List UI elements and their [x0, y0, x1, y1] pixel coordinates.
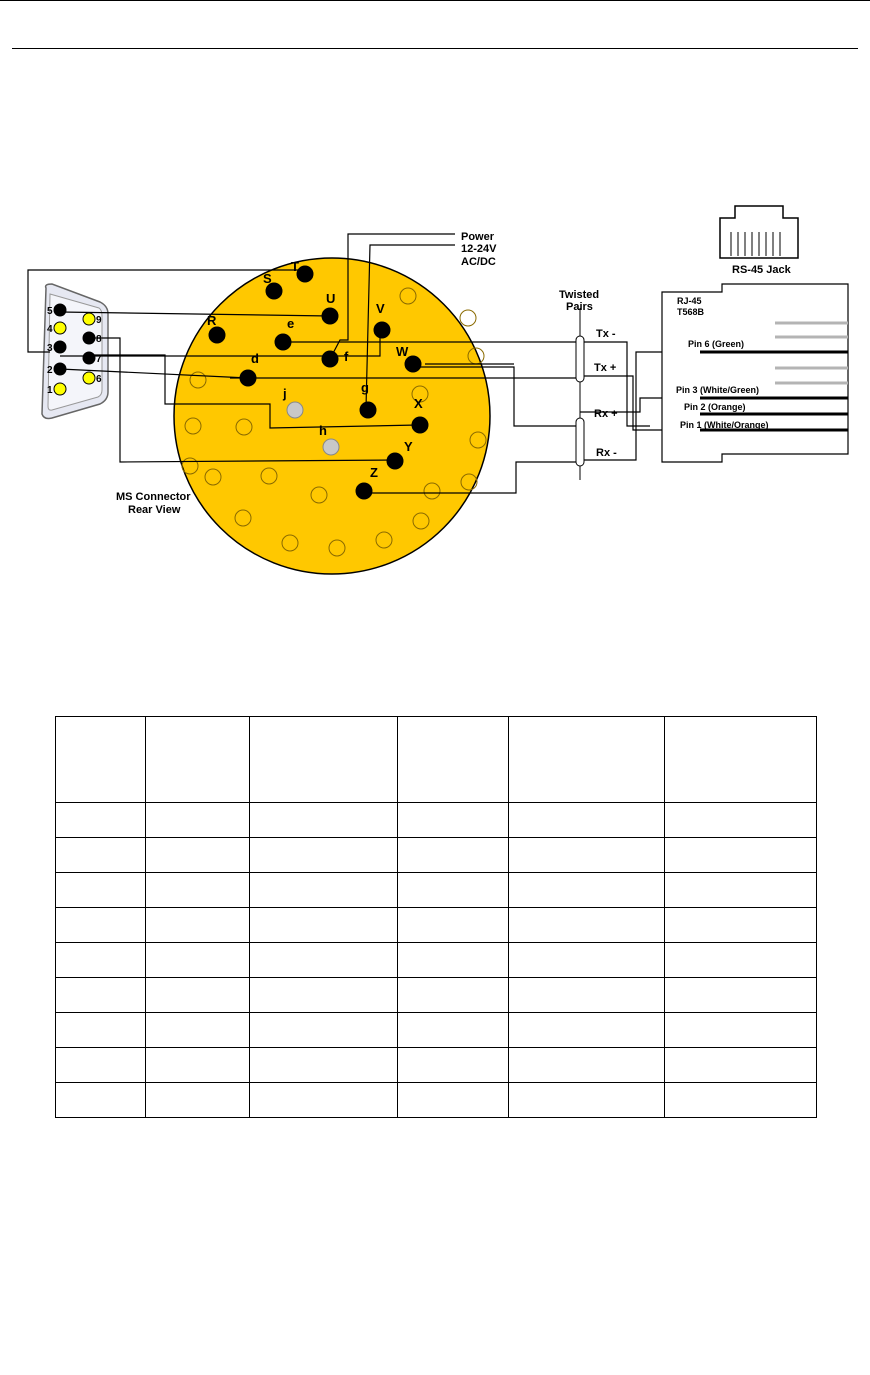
rj45-pin6-label: Pin 6 (Green) — [688, 339, 745, 349]
table-cell — [398, 908, 509, 943]
ms-pin-j — [287, 402, 303, 418]
table-cell — [250, 873, 398, 908]
table-cell — [146, 803, 250, 838]
table-cell — [250, 1013, 398, 1048]
ms-pin-label-V: V — [376, 301, 385, 316]
ms-pin-T — [297, 266, 313, 282]
signal-tx-minus: Tx - — [596, 328, 616, 340]
table-cell — [398, 1083, 509, 1118]
header-rule — [12, 48, 858, 49]
table-cell — [665, 908, 817, 943]
twisted-pair-markers — [576, 308, 584, 480]
power-label-2: 12-24V — [461, 243, 497, 255]
signal-rx-minus: Rx - — [596, 447, 617, 459]
table-header-cell — [398, 717, 509, 803]
db9-pin-7 — [83, 352, 95, 364]
table-cell — [146, 838, 250, 873]
table-cell — [146, 1048, 250, 1083]
table-cell — [509, 1083, 665, 1118]
db9-pin-label-7: 7 — [96, 354, 102, 365]
table-header-cell — [665, 717, 817, 803]
table-cell — [250, 943, 398, 978]
ms-pin-h — [323, 439, 339, 455]
table-cell — [146, 1013, 250, 1048]
ms-pin-label-S: S — [263, 271, 272, 286]
table-cell — [665, 1013, 817, 1048]
table-cell — [56, 803, 146, 838]
ms-pin-R — [209, 327, 225, 343]
ms-connector-label-2: Rear View — [128, 504, 181, 516]
table-header-cell — [509, 717, 665, 803]
table-header-row — [56, 717, 817, 803]
table-cell — [250, 838, 398, 873]
power-label-1: Power — [461, 231, 495, 243]
db9-pin-label-5: 5 — [47, 306, 53, 317]
ms-connector-label-1: MS Connector — [116, 491, 191, 503]
wiring-table — [55, 716, 817, 1118]
ms-pin-V — [374, 322, 390, 338]
table-header-cell — [250, 717, 398, 803]
ms-pin-g — [360, 402, 376, 418]
table-cell — [56, 1083, 146, 1118]
power-label-3: AC/DC — [461, 256, 496, 268]
top-border-line — [0, 0, 870, 1]
db9-pin-9 — [83, 313, 95, 325]
db9-pin-1 — [54, 383, 66, 395]
rj45-pin1-label: Pin 1 (White/Orange) — [680, 420, 769, 430]
table-row — [56, 943, 817, 978]
rj45-jack-label: RS-45 Jack — [732, 264, 791, 276]
ms-pin-label-T: T — [291, 259, 299, 274]
db9-pin-label-8: 8 — [96, 334, 102, 345]
table-row — [56, 1048, 817, 1083]
table-cell — [250, 978, 398, 1013]
ms-pin-label-Z: Z — [370, 465, 378, 480]
table-cell — [509, 978, 665, 1013]
signal-rx-plus: Rx + — [594, 408, 618, 420]
rj45-pin2-label: Pin 2 (Orange) — [684, 402, 746, 412]
signal-tx-plus: Tx + — [594, 362, 617, 374]
ms-pin-label-U: U — [326, 291, 336, 306]
db9-pin-3 — [54, 341, 66, 353]
table-cell — [509, 908, 665, 943]
table-cell — [398, 978, 509, 1013]
table-cell — [398, 1013, 509, 1048]
table-cell — [250, 1048, 398, 1083]
table-row — [56, 1013, 817, 1048]
db9-pin-label-4: 4 — [47, 324, 53, 335]
ms-pin-Z — [356, 483, 372, 499]
ms-pin-label-e: e — [287, 316, 295, 331]
db9-pin-label-6: 6 — [96, 374, 102, 385]
table-cell — [665, 1083, 817, 1118]
table-cell — [509, 873, 665, 908]
ms-pin-label-f: f — [344, 349, 349, 364]
table-cell — [56, 1048, 146, 1083]
ms-pin-label-g: g — [361, 380, 369, 395]
table-row — [56, 838, 817, 873]
db9-pin-5 — [54, 304, 66, 316]
table-cell — [398, 943, 509, 978]
db9-pin-6 — [83, 372, 95, 384]
table-cell — [665, 803, 817, 838]
table-row — [56, 873, 817, 908]
ms-pin-label-d: d — [251, 351, 259, 366]
table-cell — [250, 1083, 398, 1118]
table-cell — [56, 908, 146, 943]
table-cell — [56, 838, 146, 873]
table-header-cell — [146, 717, 250, 803]
db9-pin-label-9: 9 — [96, 315, 102, 326]
wiring-diagram — [0, 190, 870, 590]
table-cell — [398, 873, 509, 908]
table-cell — [509, 1048, 665, 1083]
table-cell — [509, 838, 665, 873]
table-row — [56, 978, 817, 1013]
table-cell — [56, 1013, 146, 1048]
ms-pin-label-R: R — [207, 313, 217, 328]
db9-pin-label-1: 1 — [47, 385, 53, 396]
ms-pin-label-j: j — [283, 386, 287, 401]
table-cell — [398, 1048, 509, 1083]
ms-pin-Y — [387, 453, 403, 469]
ms-pin-label-X: X — [414, 396, 423, 411]
table-cell — [665, 838, 817, 873]
table-cell — [509, 803, 665, 838]
db9-pin-label-2: 2 — [47, 365, 53, 376]
table-cell — [146, 908, 250, 943]
db9-pin-label-3: 3 — [47, 343, 53, 354]
table-cell — [56, 943, 146, 978]
table-cell — [665, 1048, 817, 1083]
ms-pin-label-Y: Y — [404, 439, 413, 454]
table-cell — [665, 978, 817, 1013]
table-cell — [509, 1013, 665, 1048]
table-cell — [509, 943, 665, 978]
table-header-cell — [56, 717, 146, 803]
ms-pin-label-h: h — [319, 423, 327, 438]
table-cell — [250, 908, 398, 943]
table-cell — [398, 838, 509, 873]
table-cell — [146, 873, 250, 908]
ms-pin-label-W: W — [396, 344, 409, 359]
table-cell — [665, 943, 817, 978]
table-cell — [146, 943, 250, 978]
table-row — [56, 803, 817, 838]
table-cell — [398, 803, 509, 838]
table-row — [56, 1083, 817, 1118]
db9-pin-4 — [54, 322, 66, 334]
twisted-pairs-label-2: Pairs — [566, 301, 593, 313]
table-cell — [56, 873, 146, 908]
twisted-pairs-label-1: Twisted — [559, 289, 600, 301]
table-cell — [250, 803, 398, 838]
table-cell — [56, 978, 146, 1013]
table-row — [56, 908, 817, 943]
ms-unused-hole — [460, 310, 476, 326]
rj45-pin3-label: Pin 3 (White/Green) — [676, 385, 760, 395]
rj45-header-1: RJ-45 — [677, 296, 702, 306]
rj45-header-2: T568B — [677, 307, 705, 317]
table-cell — [146, 978, 250, 1013]
table-cell — [665, 873, 817, 908]
table-cell — [146, 1083, 250, 1118]
rj45-jack-icon — [720, 206, 798, 258]
